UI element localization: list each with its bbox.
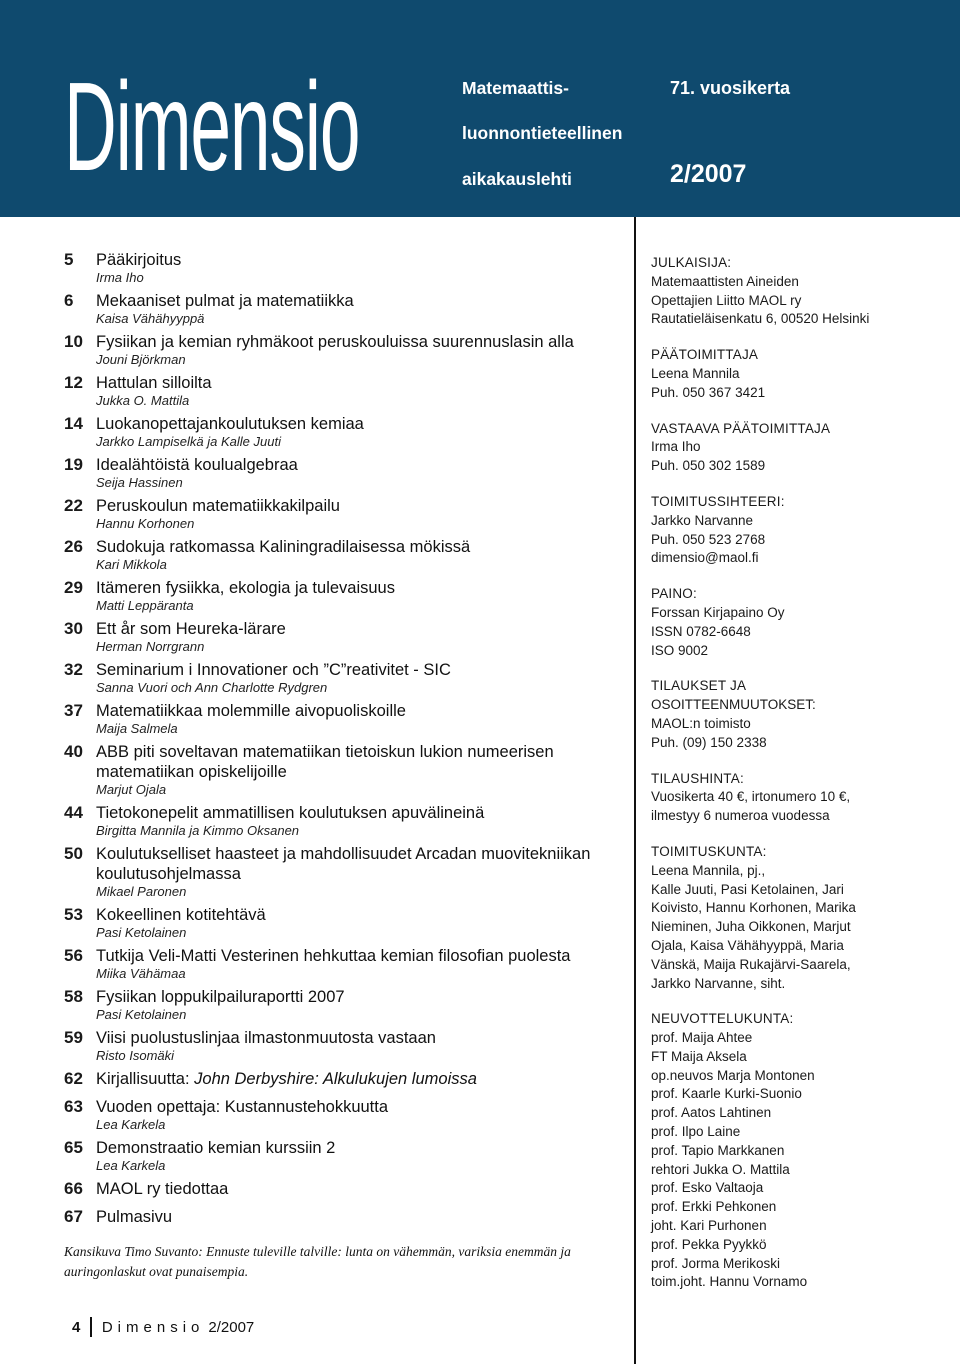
toc-author: Pasi Ketolainen [96, 1007, 187, 1022]
toc-title-text: Ett år som Heureka-lärare [96, 620, 286, 638]
toc-entry [64, 660, 629, 696]
toc-title-text: Hattulan silloilta [96, 374, 212, 392]
colophon-line: prof. Ilpo Laine [651, 1124, 741, 1140]
colophon-line: Leena Mannila, pj., [651, 862, 766, 878]
toc-entry [64, 332, 629, 368]
colophon-line: ilmestyy 6 numeroa vuodessa [651, 808, 830, 824]
toc-page-number: 30 [64, 619, 83, 638]
toc-entry [64, 1028, 629, 1064]
toc-title-text: Fysiikan loppukilpailuraportti 2007 [96, 988, 345, 1006]
toc-title-text: Kokeellinen kotitehtävä [96, 906, 266, 924]
toc-entry [64, 1138, 629, 1174]
colophon-section [651, 1010, 951, 1292]
toc-entry [64, 578, 629, 614]
toc-title [96, 496, 629, 516]
colophon-section [651, 254, 951, 329]
colophon-section [651, 346, 951, 402]
toc-author: Risto Isomäki [96, 1048, 175, 1063]
toc-title [96, 1069, 629, 1089]
toc-title-text: Matematiikkaa molemmille aivopuoliskoille [96, 702, 406, 720]
colophon-line: Jarkko Narvanne, siht. [651, 975, 786, 991]
tagline-line-3: aikakauslehti [462, 169, 572, 189]
colophon-heading: TILAUSHINTA: [651, 770, 744, 786]
colophon-line: Koivisto, Hannu Korhonen, Marika [651, 900, 856, 916]
colophon-line: OSOITTEENMUUTOKSET: [651, 697, 816, 713]
colophon-line: Puh. 050 367 3421 [651, 384, 766, 400]
toc-title-text: Vuoden opettaja: Kustannustehokkuutta [96, 1098, 389, 1116]
toc-page-number: 63 [64, 1097, 83, 1116]
colophon-heading: JULKAISIJA: [651, 255, 732, 270]
toc-title [96, 1207, 629, 1227]
toc-page-number: 65 [64, 1138, 83, 1157]
colophon-section [651, 493, 951, 568]
colophon [651, 254, 951, 1309]
tagline-line-2: luonnontieteellinen [462, 123, 623, 143]
toc-author: Marjut Ojala [96, 782, 167, 797]
table-of-contents [64, 250, 629, 1235]
colophon-line: rehtori Jukka O. Mattila [651, 1161, 790, 1177]
colophon-line: Puh. 050 523 2768 [651, 531, 766, 547]
toc-entry [64, 946, 629, 982]
toc-page-number: 22 [64, 496, 83, 515]
toc-title-text: Itämeren fysiikka, ekologia ja tulevaisuus [96, 579, 395, 597]
colophon-line: prof. Tapio Markkanen [651, 1142, 785, 1158]
toc-title-text: Pulmasivu [96, 1208, 173, 1226]
toc-author: Lea Karkela [96, 1158, 166, 1173]
toc-page-number: 29 [64, 578, 83, 597]
toc-entry [64, 1179, 629, 1199]
toc-entry [64, 250, 629, 286]
toc-author: Herman Norrgrann [96, 639, 205, 654]
colophon-line: joht. Kari Purhonen [651, 1218, 767, 1234]
colophon-line: prof. Pekka Pyykkö [651, 1236, 767, 1252]
toc-entry [64, 1069, 629, 1089]
footer-magazine-name: Dimensio [101, 1318, 205, 1336]
toc-page-number: 62 [64, 1069, 83, 1088]
toc-entry [64, 619, 629, 655]
colophon-line: prof. Erkki Pehkonen [651, 1199, 777, 1215]
toc-page-number: 66 [64, 1179, 83, 1198]
colophon-heading: PAINO: [651, 586, 697, 602]
toc-entry [64, 905, 629, 941]
toc-title [96, 946, 629, 966]
colophon-line: Puh. (09) 150 2338 [651, 734, 767, 750]
toc-author: Miika Vähämaa [96, 966, 186, 981]
toc-page-number: 56 [64, 946, 83, 965]
toc-author: Mikael Paronen [96, 884, 187, 899]
toc-page-number: 19 [64, 455, 83, 474]
toc-subtitle: John Derbyshire: Alkulukujen lumoissa [194, 1070, 477, 1088]
toc-title [96, 619, 629, 639]
colophon-line: Irma Iho [651, 439, 701, 455]
toc-page-number: 58 [64, 987, 83, 1006]
colophon-line: Vuosikerta 40 €, irtonumero 10 €, [651, 789, 851, 805]
toc-page-number: 67 [64, 1207, 83, 1226]
colophon-line: dimensio@maol.fi [651, 550, 759, 566]
magazine-logo: Dimensio [64, 56, 360, 197]
toc-page-number: 59 [64, 1028, 83, 1047]
toc-title-text: Seminarium i Innovationer och ”C”reativitet - SIC [96, 661, 451, 679]
colophon-line: prof. Kaarle Kurki-Suonio [651, 1086, 802, 1102]
toc-title [96, 250, 629, 270]
toc-title-text: Tietokonepelit ammatillisen koulutuksen apuvälineinä [96, 804, 485, 822]
toc-title-text: Luokanopettajankoulutuksen kemiaa [96, 415, 364, 433]
colophon-line: prof. Jorma Merikoski [651, 1255, 781, 1271]
toc-entry [64, 987, 629, 1023]
toc-title-text: Demonstraatio kemian kurssiin 2 [96, 1139, 336, 1157]
toc-title-text: MAOL ry tiedottaa [96, 1180, 229, 1198]
toc-author: Pasi Ketolainen [96, 925, 187, 940]
toc-page-number: 14 [64, 414, 83, 433]
toc-author: Irma Iho [96, 270, 144, 285]
toc-author: Kari Mikkola [96, 557, 167, 572]
toc-title [96, 1179, 629, 1199]
colophon-line: toim.joht. Hannu Vornamo [651, 1274, 808, 1290]
toc-title [96, 742, 629, 782]
toc-page-number: 10 [64, 332, 83, 351]
toc-title-text: Kirjallisuutta: [96, 1070, 190, 1088]
toc-page-number: 5 [64, 250, 74, 269]
colophon-line: ISSN 0782-6648 [651, 623, 751, 639]
colophon-line: Opettajien Liitto MAOL ry [651, 292, 802, 308]
toc-title-text: ABB piti soveltavan matematiikan tietoiskun lukion numeerisen matematiikan opiskelijoille [96, 743, 554, 781]
colophon-heading: VASTAAVA PÄÄTOIMITTAJA [651, 420, 831, 436]
toc-title-text: Mekaaniset pulmat ja matematiikka [96, 292, 354, 310]
colophon-line: Nieminen, Juha Oikkonen, Marjut [651, 919, 851, 935]
toc-title-text: Tutkija Veli-Matti Vesterinen hehkuttaa kemian filosofian puolesta [96, 947, 571, 965]
masthead [0, 0, 960, 217]
toc-author: Kaisa Vähähyyppä [96, 311, 205, 326]
colophon-line: ISO 9002 [651, 642, 709, 658]
toc-title [96, 844, 629, 884]
issue-label: 2/2007 [670, 160, 747, 188]
toc-entry [64, 455, 629, 491]
toc-entry [64, 1097, 629, 1133]
tagline-line-1: Matemaattis- [462, 78, 569, 98]
toc-page-number: 32 [64, 660, 83, 679]
toc-title [96, 803, 629, 823]
page-number: 4 [72, 1318, 81, 1336]
toc-title [96, 414, 629, 434]
toc-page-number: 53 [64, 905, 83, 924]
toc-author: Hannu Korhonen [96, 516, 195, 531]
colophon-line: op.neuvos Marja Montonen [651, 1067, 815, 1083]
toc-entry [64, 803, 629, 839]
toc-author: Jukka O. Mattila [96, 393, 190, 408]
toc-title [96, 905, 629, 925]
toc-title [96, 537, 629, 557]
toc-title [96, 373, 629, 393]
toc-title [96, 291, 629, 311]
colophon-line: FT Maija Aksela [651, 1048, 747, 1064]
colophon-heading: TOIMITUSSIHTEERI: [651, 493, 785, 509]
footer-issue: 2/2007 [208, 1318, 255, 1336]
toc-author: Maija Salmela [96, 721, 178, 736]
toc-entry [64, 1207, 629, 1227]
toc-title-text: Koulutukselliset haasteet ja mahdollisuudet Arcadan muovitekniikan koulutusohjelmassa [96, 845, 591, 883]
toc-title [96, 1138, 629, 1158]
colophon-section [651, 420, 951, 476]
toc-title [96, 1097, 629, 1117]
colophon-line: MAOL:n toimisto [651, 715, 751, 731]
toc-author: Matti Leppäranta [96, 598, 194, 613]
colophon-line: Rautatieläisenkatu 6, 00520 Helsinki [651, 311, 870, 327]
footer-divider [90, 1317, 92, 1337]
toc-page-number: 26 [64, 537, 83, 556]
toc-author: Jouni Björkman [96, 352, 186, 367]
toc-author: Sanna Vuori och Ann Charlotte Rydgren [96, 680, 328, 695]
colophon-heading: NEUVOTTELUKUNTA: [651, 1011, 794, 1027]
toc-page-number: 12 [64, 373, 83, 392]
toc-title [96, 332, 629, 352]
colophon-section [651, 770, 951, 826]
colophon-line: Forssan Kirjapaino Oy [651, 604, 785, 620]
colophon-line: Ojala, Kaisa Vähähyyppä, Maria [651, 937, 844, 953]
toc-title-text: Fysiikan ja kemian ryhmäkoot peruskouluissa suurennuslasin alla [96, 333, 574, 351]
toc-page-number: 40 [64, 742, 83, 761]
toc-entry [64, 414, 629, 450]
cover-caption: Kansikuva Timo Suvanto: Ennuste tuleville talville: lunta on vähemmän, variksia enemmän ja auringonlaskut ovat punaisempia. [64, 1244, 571, 1279]
colophon-section [651, 585, 951, 660]
colophon-line: Puh. 050 302 1589 [651, 458, 766, 474]
colophon-line: Leena Mannila [651, 365, 740, 381]
toc-entry [64, 537, 629, 573]
toc-title-text: Sudokuja ratkomassa Kaliningradilaisessa mökissä [96, 538, 471, 556]
colophon-line: Matemaattisten Aineiden [651, 273, 799, 289]
toc-entry [64, 373, 629, 409]
column-divider [634, 217, 636, 1364]
colophon-line: Kalle Juuti, Pasi Ketolainen, Jari [651, 881, 844, 897]
toc-title-text: Peruskoulun matematiikkakilpailu [96, 497, 340, 515]
toc-title [96, 578, 629, 598]
toc-author: Birgitta Mannila ja Kimmo Oksanen [96, 823, 300, 838]
toc-entry [64, 844, 629, 900]
toc-entry [64, 496, 629, 532]
toc-page-number: 37 [64, 701, 83, 720]
colophon-heading: TILAUKSET JA [651, 678, 747, 694]
toc-title [96, 455, 629, 475]
toc-title [96, 987, 629, 1007]
toc-entry [64, 701, 629, 737]
toc-author: Jarkko Lampiselkä ja Kalle Juuti [96, 434, 281, 449]
colophon-section [651, 677, 951, 752]
toc-page-number: 50 [64, 844, 83, 863]
colophon-line: prof. Aatos Lahtinen [651, 1105, 772, 1121]
toc-entry [64, 291, 629, 327]
toc-entry [64, 742, 629, 798]
toc-page-number: 44 [64, 803, 83, 822]
toc-title-text: Viisi puolustuslinjaa ilmastonmuutosta vastaan [96, 1029, 436, 1047]
colophon-line: prof. Maija Ahtee [651, 1030, 753, 1046]
toc-title [96, 660, 629, 680]
toc-title-text: Idealähtöistä koulualgebraa [96, 456, 298, 474]
colophon-section [651, 843, 951, 993]
toc-title [96, 701, 629, 721]
toc-title-text: Pääkirjoitus [96, 251, 182, 269]
colophon-line: prof. Esko Valtaoja [651, 1180, 764, 1196]
volume-label: 71. vuosikerta [670, 78, 791, 98]
toc-author: Seija Hassinen [96, 475, 183, 490]
colophon-line: Vänskä, Maija Rukajärvi-Saarela, [651, 956, 851, 972]
colophon-heading: TOIMITUSKUNTA: [651, 843, 767, 859]
colophon-line: Jarkko Narvanne [651, 512, 754, 528]
page-footer [72, 1317, 254, 1337]
toc-page-number: 6 [64, 291, 74, 310]
colophon-heading: PÄÄTOIMITTAJA [651, 347, 759, 363]
toc-author: Lea Karkela [96, 1117, 166, 1132]
toc-title [96, 1028, 629, 1048]
